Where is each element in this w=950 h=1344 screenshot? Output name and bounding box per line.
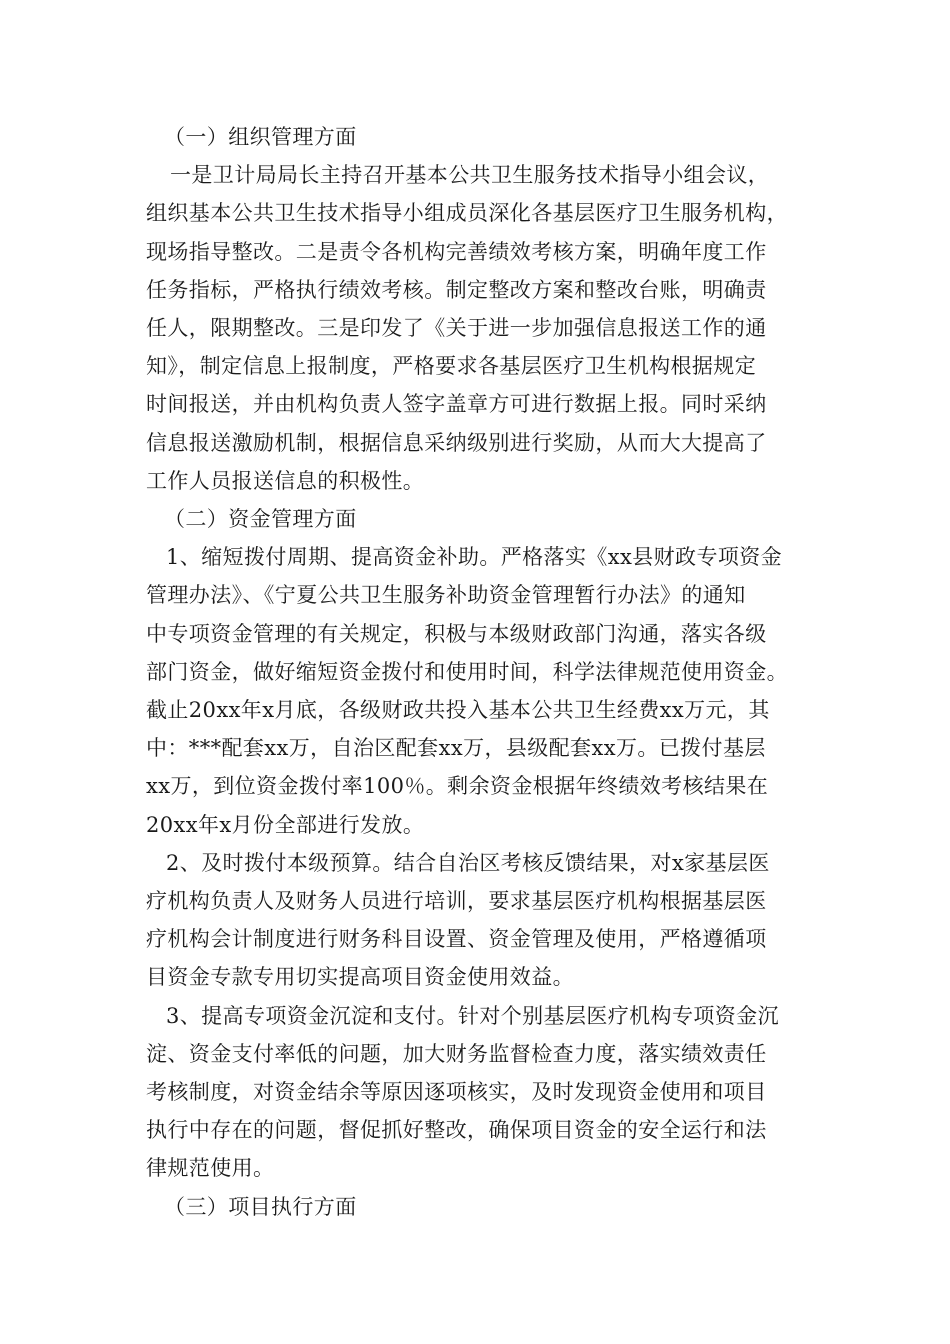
paragraph-line: 目资金专款专用切实提高项目资金使用效益。 [146,965,574,990]
paragraph-line: 20xx年x月份全部进行发放。 [146,812,425,837]
paragraph-line: 淀、资金支付率低的问题，加大财务监督检查力度，落实绩效责任 [146,1041,767,1066]
paragraph-line: 组织基本公共卫生技术指导小组成员深化各基层医疗卫生服务机构， [146,201,788,226]
paragraph-line: xx万，到位资金拨付率100％。剩余资金根据年终绩效考核结果在 [146,774,769,799]
paragraph-line: 中专项资金管理的有关规定，积极与本级财政部门沟通，落实各级 [146,621,767,646]
section-heading: （一）组织管理方面 [164,125,357,149]
paragraph-line: 信息报送激励机制，根据信息采纳级别进行奖励，从而大大提高了 [146,430,767,455]
document-body [146,118,814,1226]
paragraph-line: 现场指导整改。二是责令各机构完善绩效考核方案，明确年度工作 [146,239,767,264]
paragraph-line: 疗机构会计制度进行财务科目设置、资金管理及使用，严格遵循项 [146,927,767,952]
paragraph-line: 3、提高专项资金沉淀和支付。针对个别基层医疗机构专项资金沉 [166,1003,779,1028]
paragraph-line: 1、缩短拨付周期、提高资金补助。严格落实《xx县财政专项资金 [166,545,783,570]
section-heading: （三）项目执行方面 [164,1194,357,1219]
paragraph-line: 任务指标，严格执行绩效考核。制定整改方案和整改台账，明确责 [146,277,767,302]
paragraph-line: 时间报送，并由机构负责人签字盖章方可进行数据上报。同时采纳 [146,392,767,417]
paragraph-line: 一是卫计局局长主持召开基本公共卫生服务技术指导小组会议， [170,163,770,188]
section-heading: （二）资金管理方面 [164,507,357,532]
paragraph-line: 2、及时拨付本级预算。结合自治区考核反馈结果，对x家基层医 [166,850,770,875]
paragraph-line: 疗机构负责人及财务人员进行培训，要求基层医疗机构根据基层医 [146,889,767,914]
paragraph-line: 执行中存在的问题，督促抓好整改，确保项目资金的安全运行和法 [146,1118,767,1143]
paragraph-line: 管理办法》、《宁夏公共卫生服务补助资金管理暂行办法》的通知 [146,583,746,608]
paragraph-line: 知》，制定信息上报制度，严格要求各基层医疗卫生机构根据规定 [146,354,757,379]
paragraph-line: 中：***配套xx万，自治区配套xx万，县级配套xx万。已拨付基层 [146,736,766,761]
paragraph-line: 工作人员报送信息的积极性。 [146,468,425,493]
paragraph-line: 任人，限期整改。三是印发了《关于进一步加强信息报送工作的通 [146,316,767,341]
paragraph-line: 截止20xx年x月底，各级财政共投入基本公共卫生经费xx万元，其 [146,698,770,723]
paragraph-line: 部门资金，做好缩短资金拨付和使用时间，科学法律规范使用资金。 [146,659,788,684]
paragraph-line: 律规范使用。 [146,1156,275,1181]
paragraph-line: 考核制度，对资金结余等原因逐项核实，及时发现资金使用和项目 [146,1080,767,1105]
